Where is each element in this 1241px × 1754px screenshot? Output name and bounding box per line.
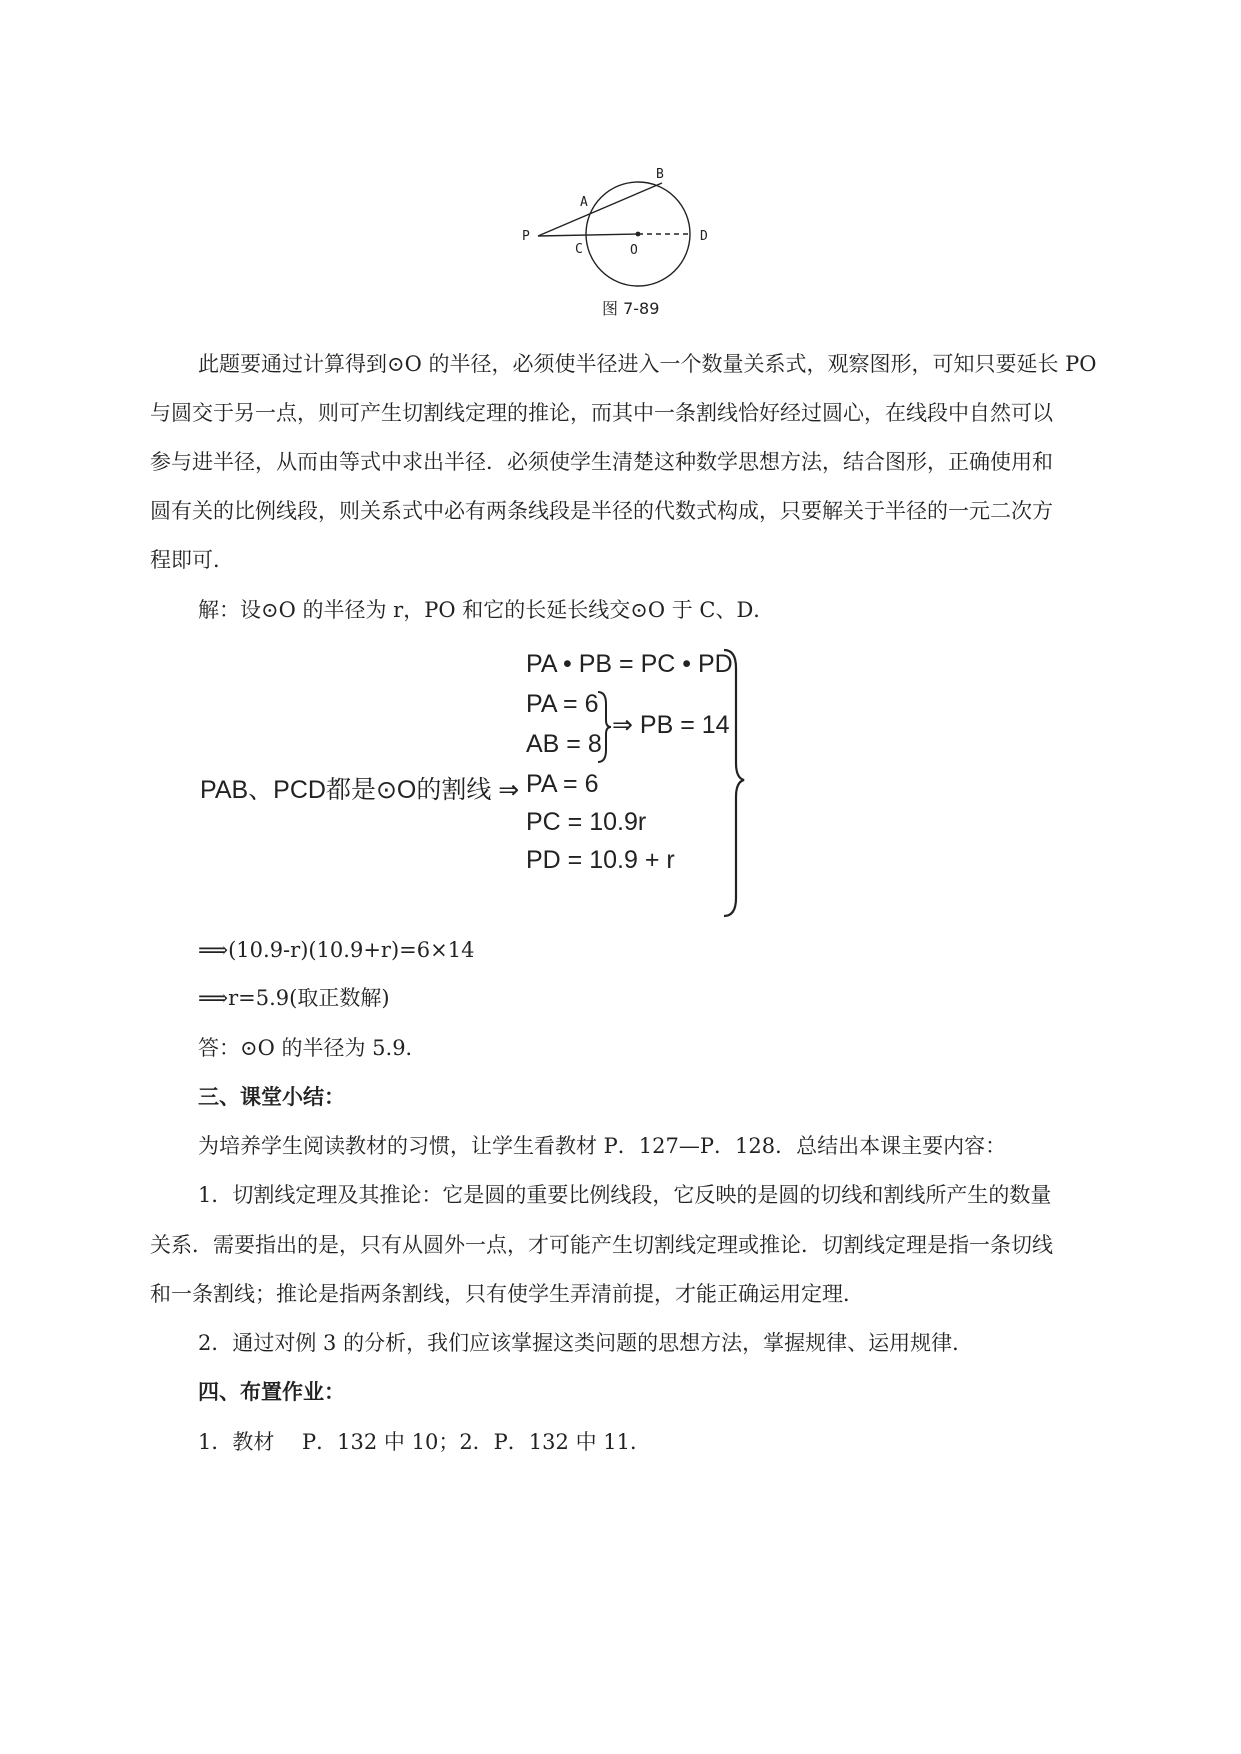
formula-eq1: PA • PB = PC • PD	[526, 650, 733, 678]
segment-pc-o	[538, 234, 638, 236]
section3-heading: 三、课堂小结：	[198, 1084, 345, 1109]
section3-item1-line3: 和一条割线；推论是指两条割线，只有使学生弄清前提，才能正确运用定理．	[150, 1282, 864, 1306]
formula-eq5: PC = 10.9r	[526, 808, 647, 836]
analysis-line-3: 参与进半径，从而由等式中求出半径．必须使学生清楚这种数学思想方法，结合图形，正确使用和	[150, 450, 1053, 474]
analysis-line-5: 程即可．	[150, 548, 234, 572]
center-dot	[636, 232, 641, 237]
section3-item1-line2: 关系．需要指出的是，只有从圆外一点，才可能产生切割线定理或推论．切割线定理是指一条切线	[150, 1233, 1053, 1257]
analysis-line-1: 此题要通过计算得到⊙O 的半径，必须使半径进入一个数量关系式，观察图形，可知只要延长 PO	[198, 352, 1097, 376]
label-p: P	[522, 229, 530, 244]
label-a: A	[580, 195, 588, 210]
analysis-line-2: 与圆交于另一点，则可产生切割线定理的推论，而其中一条割线恰好经过圆心，在线段中自然可以	[150, 401, 1053, 425]
small-brace	[596, 690, 612, 764]
step-2: ⟹r=5.9(取正数解)	[198, 986, 390, 1010]
figure-caption: 图 7-89	[602, 299, 660, 318]
section3-item1-line1: 1．切割线定理及其推论：它是圆的重要比例线段，它反映的是圆的切线和割线所产生的数量	[198, 1183, 1052, 1207]
secant-pab	[538, 183, 662, 236]
formula-eq2: PA = 6	[526, 690, 599, 718]
formula-implies-pb: ⇒ PB = 14	[612, 711, 730, 739]
section3-intro: 为培养学生阅读教材的习惯，让学生看教材 P．127—P．128．总结出本课主要内容：	[198, 1134, 1007, 1158]
step-1: ⟹(10.9-r)(10.9+r)=6×14	[198, 938, 475, 962]
answer: 答：⊙O 的半径为 5.9．	[198, 1036, 427, 1060]
label-b: B	[656, 167, 664, 182]
formula-eq6: PD = 10.9 + r	[526, 846, 675, 874]
label-d: D	[700, 229, 708, 244]
geometry-figure	[520, 160, 730, 290]
formula-eq3: AB = 8	[526, 730, 602, 758]
section3-item2: 2．通过对例 3 的分析，我们应该掌握这类问题的思想方法，掌握规律、运用规律．	[198, 1331, 974, 1355]
large-brace	[722, 648, 746, 918]
analysis-line-4: 圆有关的比例线段，则关系式中必有两条线段是半径的代数式构成，只要解关于半径的一元二次方	[150, 499, 1053, 523]
label-c: C	[575, 242, 583, 257]
label-o: O	[630, 243, 638, 258]
section4-heading: 四、布置作业：	[198, 1379, 345, 1404]
solution-intro: 解：设⊙O 的半径为 r，PO 和它的长延长线交⊙O 于 C、D．	[198, 598, 775, 622]
section4-item1: 1．教材 P．132 中 10；2．P．132 中 11．	[198, 1430, 651, 1454]
formula-eq4: PA = 6	[526, 770, 599, 798]
formula-left: PAB、PCD都是⊙O的割线 ⇒	[200, 776, 520, 804]
